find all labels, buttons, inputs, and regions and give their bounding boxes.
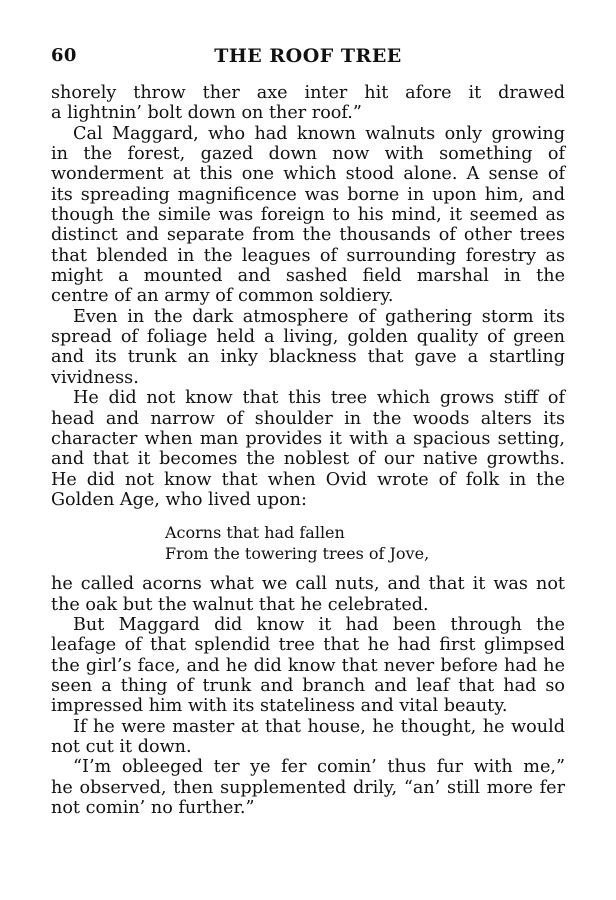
text-line: seen a thing of trunk and branch and leaf that had so xyxy=(51,675,565,696)
text-line: in the forest, gazed down now with something of xyxy=(51,144,565,165)
text-line: not comin’ no further.” xyxy=(51,798,255,818)
text-line: might a mounted and sashed field marshal in the xyxy=(51,266,565,287)
text-line: character when man provides it with a spacious setting, xyxy=(51,428,565,449)
text-line: he observed, then supplemented drily, “an’ still more fer xyxy=(51,777,565,798)
verse-line: From the towering trees of Jove, xyxy=(165,544,430,564)
text-line: centre of an army of common soldiery. xyxy=(51,286,394,307)
body-text xyxy=(51,83,565,818)
verse-quote xyxy=(51,522,565,564)
verse-line: Acorns that had fallen xyxy=(165,523,345,543)
text-line: and its trunk an inky blackness that gave a startling xyxy=(51,347,565,368)
text-line: a lightnin’ bolt down on ther roof.” xyxy=(51,103,362,124)
text-line: and that it becomes the noblest of our native growths. xyxy=(51,449,565,470)
text-line: leafage of that splendid tree that he had first glimpsed xyxy=(51,635,565,656)
text-line: shorely throw ther axe inter hit afore it drawed xyxy=(51,83,565,103)
text-line: distinct and separate from the thousands of other trees xyxy=(51,225,565,246)
text-line: the oak but the walnut that he celebrated. xyxy=(51,594,429,615)
page-number: 60 xyxy=(51,45,77,66)
page-header xyxy=(51,45,565,69)
text-line: impressed him with its stateliness and vital beauty. xyxy=(51,696,508,717)
text-line: He did not know that this tree which grows stiff of xyxy=(73,388,565,409)
text-line: not cut it down. xyxy=(51,736,192,757)
text-line: though the simile was foreign to his mind, it seemed as xyxy=(51,205,565,226)
text-line: “I’m obleeged ter ye fer comin’ thus fur with me,” xyxy=(73,757,565,778)
text-line: its spreading magnificence was borne in upon him, and xyxy=(51,184,565,205)
text-line: that blended in the leagues of surrounding forestry as xyxy=(51,245,565,266)
text-line: the girl’s face, and he did know that never before had he xyxy=(51,655,565,676)
text-line: he called acorns what we call nuts, and that it was not xyxy=(51,574,565,595)
text-line: spread of foliage held a living, golden quality of green xyxy=(51,327,565,348)
text-line: Cal Maggard, who had known walnuts only growing xyxy=(73,123,565,144)
text-line: head and narrow of shoulder in the woods alters its xyxy=(51,408,565,429)
text-line: But Maggard did know it had been through the xyxy=(73,614,565,635)
text-line: He did not know that when Ovid wrote of folk in the xyxy=(51,469,565,490)
text-line: wonderment at this one which stood alone. A sense of xyxy=(51,164,565,185)
book-page xyxy=(51,45,565,818)
text-line: Even in the dark atmosphere of gathering storm its xyxy=(73,306,565,327)
text-line: Golden Age, who lived upon: xyxy=(51,489,307,510)
text-line: vividness. xyxy=(51,367,139,388)
running-title: THE ROOF TREE xyxy=(214,45,402,67)
text-line: If he were master at that house, he thought, he would xyxy=(73,716,565,737)
